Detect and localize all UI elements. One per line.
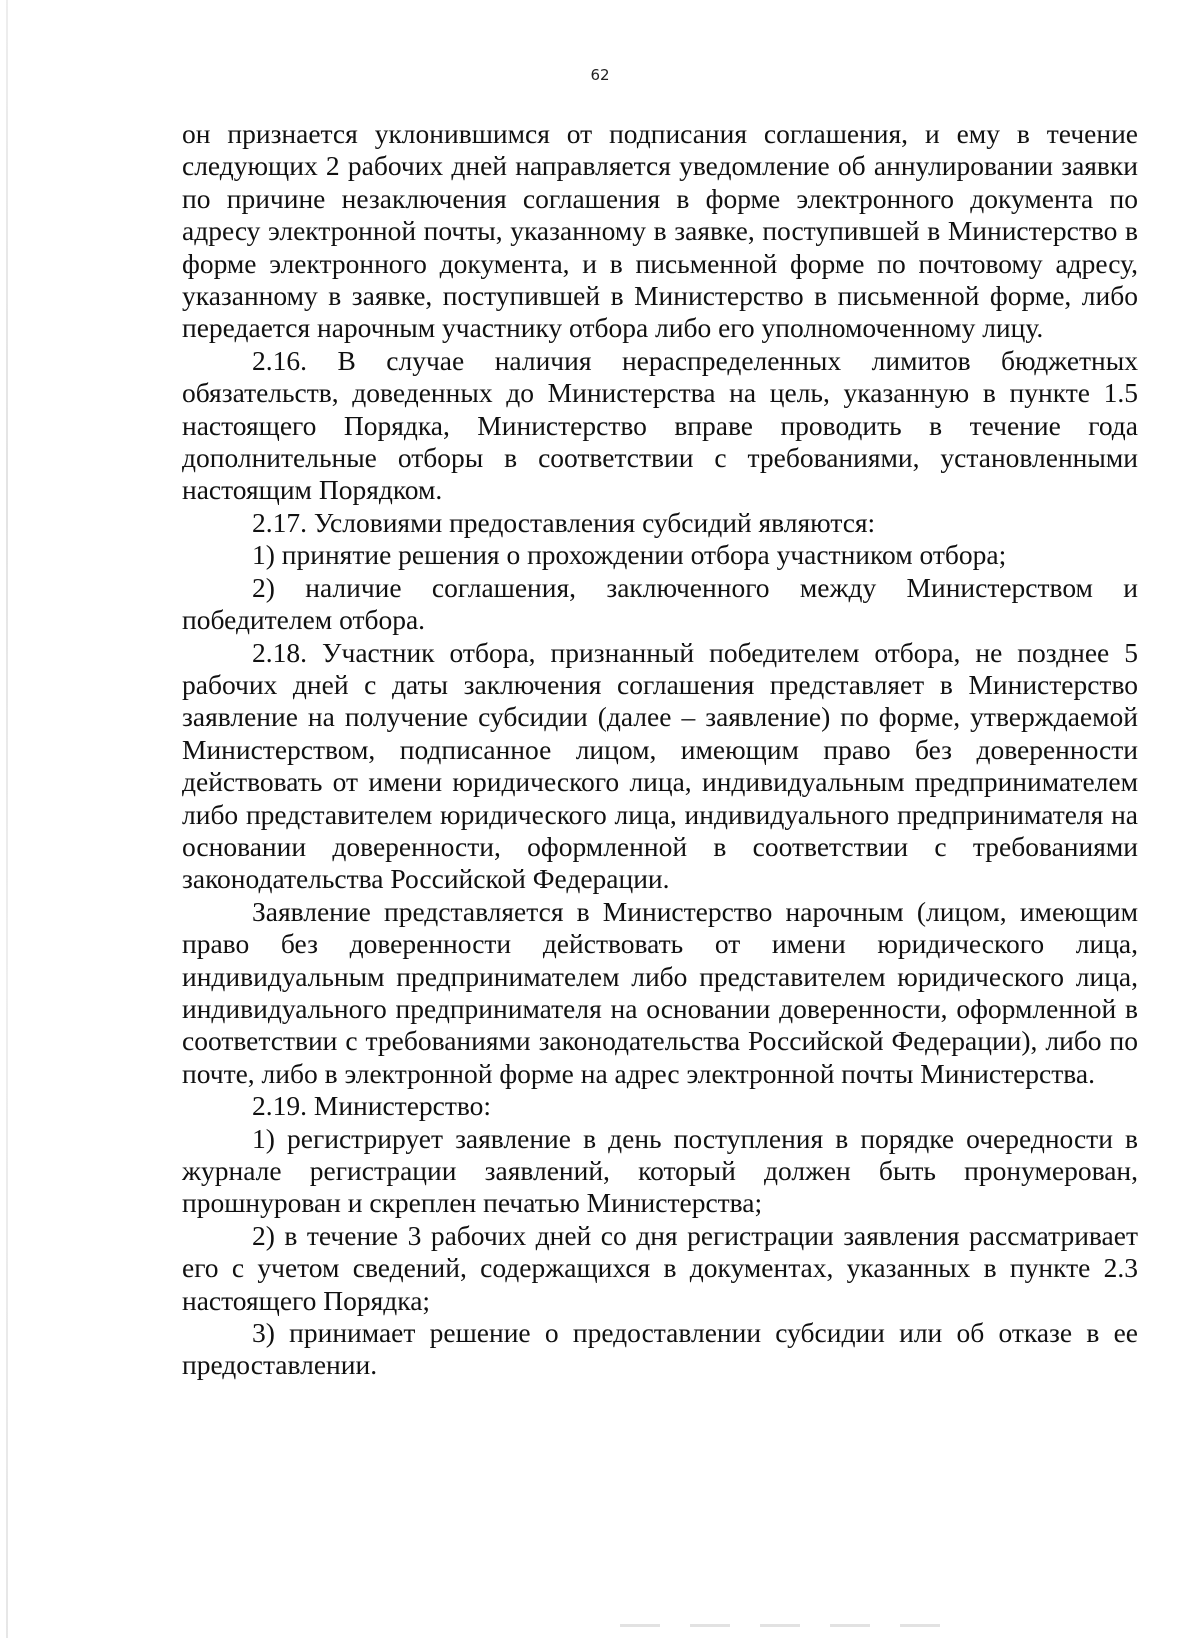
page-number: 62 [590,66,610,84]
paragraph-2-19: 2.19. Министерство: [252,1090,492,1122]
paragraph-2-17: 2.17. Условиями предоставления субсидий являются: [252,506,876,538]
scan-bottom-marks [620,1624,940,1627]
paragraph-continuation: он признается уклонившимся от подписания соглашения, и ему в течение следующих 2 рабочих дней направляется уведомление об аннулировании заявки по причине незаключения соглашения в форме электронного документа по адресу электронной почты, указанному в заявке, поступившей в Министерство в форме электронного документа, и в письменной форме по почтовому адресу, указанному в заявке, поступившей в Министерство в письменной форме, либо передается нарочным участнику отбора либо его уполномоченному лицу. [182,118,1138,344]
paragraph-2-19-item-3: 3) принимает решение о предоставлении субсидии или об отказе в ее предоставлении. [182,1317,1138,1381]
document-body [182,118,1138,1382]
paragraph-2-17-item-2: 2) наличие соглашения, заключенного между Министерством и победителем отбора. [182,571,1138,636]
paragraph-application-delivery: Заявление представляется в Министерство нарочным (лицом, имеющим право без доверенности действовать от имени юридического лица, индивидуальным предпринимателем либо представителем юридического лица, индивидуального предпринимателя на основании доверенности, оформленной в соответствии с требованиями законодательства Российской Федерации), либо по почте, либо в электронной форме на адрес электронной почты Министерства. [182,895,1138,1089]
paragraph-2-19-item-2: 2) в течение 3 рабочих дней со дня регистрации заявления рассматривает его с учетом сведений, содержащихся в документах, указанных в пункте 2.3 настоящего Порядка; [182,1219,1138,1316]
paragraph-2-17-item-1: 1) принятие решения о прохождении отбора участником отбора; [252,539,1007,571]
paragraph-2-16: 2.16. В случае наличия нераспределенных лимитов бюджетных обязательств, доведенных до Министерства на цель, указанную в пункте 1.5 настоящего Порядка, Министерство вправе проводить в течение года дополнительные отборы в соответствии с требованиями, установленными настоящим Порядком. [182,344,1138,506]
scan-edge-shadow [6,0,8,1638]
paragraph-2-19-item-1: 1) регистрирует заявление в день поступления в порядке очередности в журнале регистрации заявлений, который должен быть пронумерован, прошнурован и скреплен печатью Министерства; [182,1122,1138,1219]
paragraph-2-18: 2.18. Участник отбора, признанный победителем отбора, не позднее 5 рабочих дней с даты заключения соглашения представляет в Министерство заявление на получение субсидии (далее – заявление) по форме, утверждаемой Министерством, подписанное лицом, имеющим право без доверенности действовать от имени юридического лица, индивидуальным предпринимателем либо представителем юридического лица, индивидуального предпринимателя на основании доверенности, оформленной в соответствии с требованиями законодательства Российской Федерации. [182,636,1138,895]
